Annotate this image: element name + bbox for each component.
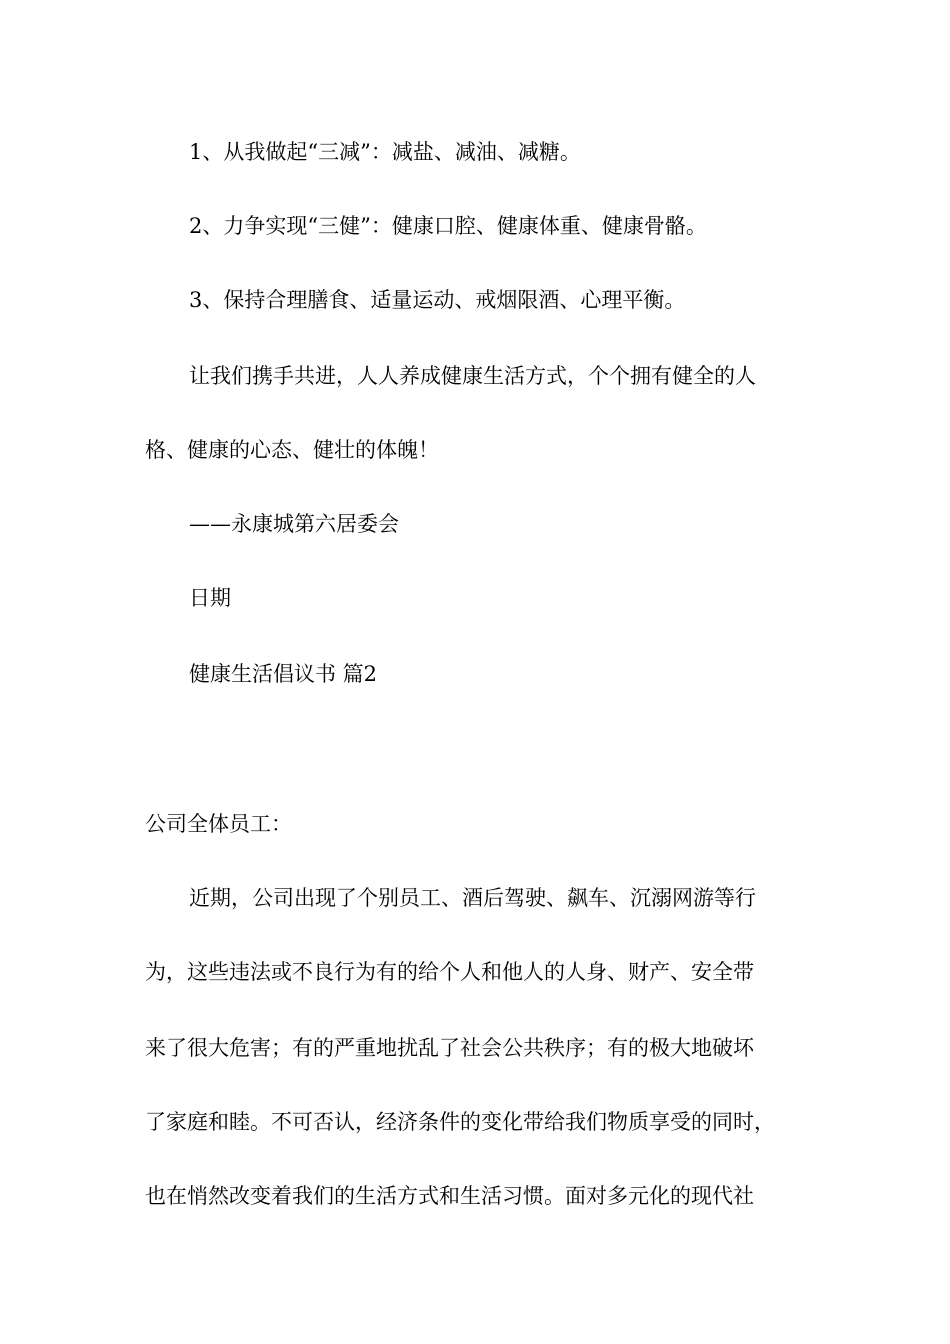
closing-paragraph-line-1: 让我们携手共进，人人养成健康生活方式，个个拥有健全的人: [189, 364, 756, 388]
body-paragraph-line-1: 近期，公司出现了个别员工、酒后驾驶、飙车、沉溺网游等行: [189, 886, 756, 910]
section-heading: 健康生活倡议书 篇2: [189, 662, 378, 686]
salutation: 公司全体员工：: [145, 812, 292, 836]
list-item-1: 1、从我做起“三减”：减盐、减油、减糖。: [189, 140, 581, 164]
body-paragraph-line-5: 也在悄然改变着我们的生活方式和生活习惯。面对多元化的现代社: [145, 1184, 754, 1208]
list-item-2: 2、力争实现“三健”：健康口腔、健康体重、健康骨骼。: [189, 214, 707, 238]
body-paragraph-line-3: 来了很大危害；有的严重地扰乱了社会公共秩序；有的极大地破坏: [145, 1036, 754, 1060]
body-paragraph-line-2: 为，这些违法或不良行为有的给个人和他人的人身、财产、安全带: [145, 960, 754, 984]
body-paragraph-line-4: 了家庭和睦。不可否认，经济条件的变化带给我们物质享受的同时，: [145, 1110, 775, 1134]
closing-paragraph-line-2: 格、健康的心态、健壮的体魄！: [145, 438, 439, 462]
signature: ——永康城第六居委会: [189, 512, 399, 536]
list-item-3: 3、保持合理膳食、适量运动、戒烟限酒、心理平衡。: [189, 288, 686, 312]
date-label: 日期: [189, 586, 231, 610]
